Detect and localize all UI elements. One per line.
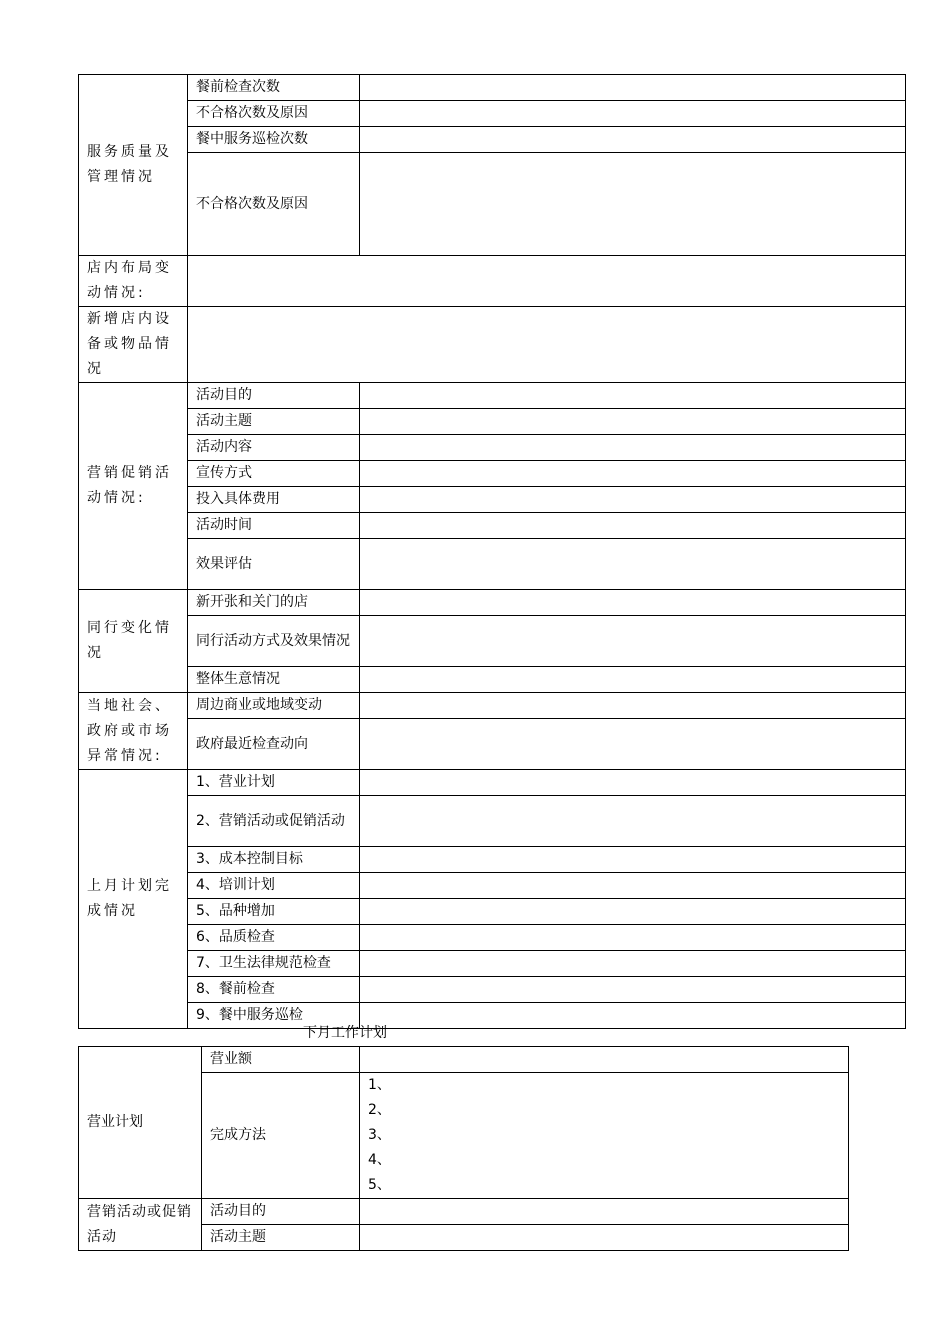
category-local-anomalies: 当地社会、政府或市场异常情况:	[79, 693, 188, 770]
value-cell[interactable]	[360, 796, 906, 847]
method-label: 完成方法	[202, 1073, 360, 1199]
value-cell[interactable]	[360, 1199, 849, 1225]
row-label: 周边商业或地域变动	[188, 693, 360, 719]
value-cell[interactable]	[360, 101, 906, 127]
step-item: 2、	[368, 1102, 391, 1118]
row-label: 1、营业计划	[188, 770, 360, 796]
row-label: 5、品种增加	[188, 899, 360, 925]
row-label: 3、成本控制目标	[188, 847, 360, 873]
value-cell[interactable]	[360, 487, 906, 513]
value-cell[interactable]	[360, 127, 906, 153]
value-cell[interactable]	[360, 153, 906, 256]
category-last-month-plan: 上月计划完成情况	[79, 770, 188, 1029]
value-cell[interactable]	[360, 847, 906, 873]
monthly-report-table	[78, 74, 906, 1029]
row-label: 投入具体费用	[188, 487, 360, 513]
next-month-plan-caption: 下月工作计划	[303, 1025, 387, 1041]
value-cell[interactable]	[360, 75, 906, 101]
category-service-quality: 服务质量及管理情况	[79, 75, 188, 256]
row-label: 不合格次数及原因	[188, 101, 360, 127]
value-cell[interactable]	[360, 899, 906, 925]
row-label: 活动时间	[188, 513, 360, 539]
row-label: 4、培训计划	[188, 873, 360, 899]
step-item: 5、	[368, 1177, 391, 1193]
value-cell[interactable]	[360, 435, 906, 461]
row-label: 餐中服务巡检次数	[188, 127, 360, 153]
step-item: 1、	[368, 1077, 391, 1093]
value-cell[interactable]	[360, 590, 906, 616]
value-cell[interactable]	[360, 770, 906, 796]
value-cell[interactable]	[360, 383, 906, 409]
value-cell[interactable]	[360, 513, 906, 539]
row-label: 活动内容	[188, 435, 360, 461]
row-label: 9、餐中服务巡检	[188, 1003, 360, 1029]
row-label: 8、餐前检查	[188, 977, 360, 1003]
value-cell[interactable]	[360, 693, 906, 719]
value-cell[interactable]	[360, 1047, 849, 1073]
value-cell[interactable]	[360, 1225, 849, 1251]
category-marketing: 营销促销活动情况:	[79, 383, 188, 590]
value-cell[interactable]	[360, 925, 906, 951]
revenue-label: 营业额	[202, 1047, 360, 1073]
category-business-plan: 营业计划	[79, 1047, 202, 1199]
value-cell[interactable]	[360, 539, 906, 590]
category-layout-change: 店内布局变动情况:	[79, 256, 188, 307]
row-label: 活动主题	[188, 409, 360, 435]
row-label: 效果评估	[188, 539, 360, 590]
value-cell[interactable]	[188, 256, 906, 307]
row-label: 7、卫生法律规范检查	[188, 951, 360, 977]
row-label: 整体生意情况	[188, 667, 360, 693]
row-label: 6、品质检查	[188, 925, 360, 951]
value-cell[interactable]	[188, 307, 906, 383]
category-marketing-plan: 营销活动或促销活动	[79, 1199, 202, 1251]
row-label: 政府最近检查动向	[188, 719, 360, 770]
value-cell[interactable]	[360, 409, 906, 435]
row-label: 新开张和关门的店	[188, 590, 360, 616]
value-cell[interactable]	[360, 719, 906, 770]
category-new-equipment: 新增店内设备或物品情况	[79, 307, 188, 383]
step-item: 3、	[368, 1127, 391, 1143]
value-cell[interactable]	[360, 616, 906, 667]
row-label: 活动目的	[188, 383, 360, 409]
method-steps[interactable]	[360, 1073, 849, 1199]
value-cell[interactable]	[360, 461, 906, 487]
value-cell[interactable]	[360, 977, 906, 1003]
step-item: 4、	[368, 1152, 391, 1168]
row-label: 活动主题	[202, 1225, 360, 1251]
value-cell[interactable]	[360, 667, 906, 693]
row-label: 不合格次数及原因	[188, 153, 360, 256]
value-cell[interactable]	[360, 951, 906, 977]
row-label: 2、营销活动或促销活动	[188, 796, 360, 847]
next-month-plan-table	[78, 1046, 849, 1251]
row-label: 同行活动方式及效果情况	[188, 616, 360, 667]
row-label: 餐前检查次数	[188, 75, 360, 101]
row-label: 活动目的	[202, 1199, 360, 1225]
value-cell[interactable]	[360, 873, 906, 899]
row-label: 宣传方式	[188, 461, 360, 487]
category-competitors: 同行变化情况	[79, 590, 188, 693]
